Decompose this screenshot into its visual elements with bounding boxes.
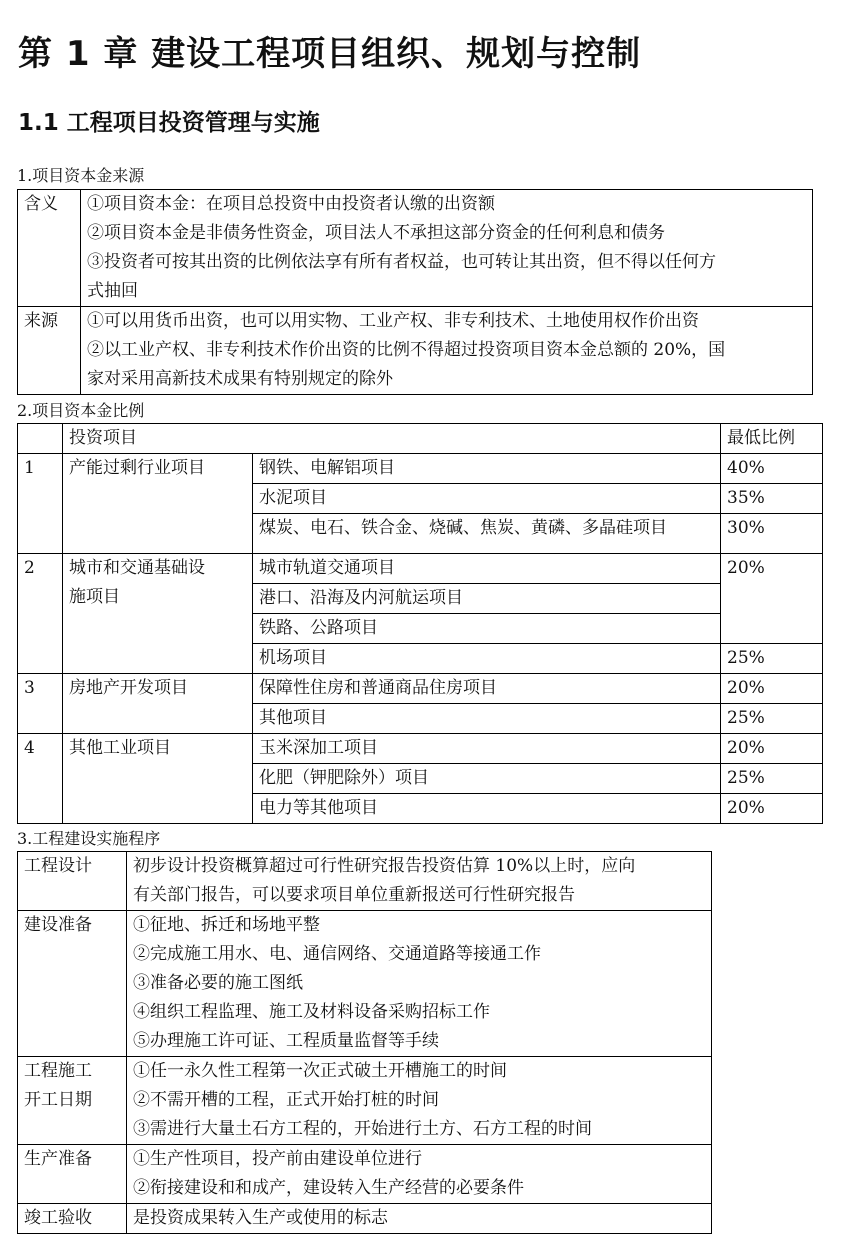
group-no: 1 xyxy=(18,454,63,554)
table-row xyxy=(18,1145,712,1204)
ratio-value: 25% xyxy=(721,644,823,674)
row-content xyxy=(127,1145,712,1204)
group-category: 房地产开发项目 xyxy=(63,674,253,734)
project-item: 保障性住房和普通商品住房项目 xyxy=(253,674,721,704)
ratio-value: 25% xyxy=(721,704,823,734)
ratio-value: 20% xyxy=(721,734,823,764)
content-line: ③需进行大量土石方工程的，开始进行土方、石方工程的时间 xyxy=(133,1119,592,1139)
content-line: ⑤办理施工许可证、工程质量监督等手续 xyxy=(133,1031,439,1051)
content-line: ②不需开槽的工程，正式开始打桩的时间 xyxy=(133,1090,439,1110)
header-project: 投资项目 xyxy=(63,424,721,454)
label-line: 竣工验收 xyxy=(24,1208,92,1228)
group-no: 2 xyxy=(18,554,63,674)
row-content xyxy=(127,1204,712,1234)
content-line: ①可以用货币出资，也可以用实物、工业产权、非专利技术、土地使用权作价出资 xyxy=(87,311,699,331)
project-item: 玉米深加工项目 xyxy=(253,734,721,764)
chapter-title: 第 1 章 建设工程项目组织、规划与控制 xyxy=(18,34,642,74)
capital-ratio-table xyxy=(17,423,823,824)
content-line: ①征地、拆迁和场地平整 xyxy=(133,915,320,935)
content-line: ②衔接建设和和成产，建设转入生产经营的必要条件 xyxy=(133,1178,524,1198)
project-item: 铁路、公路项目 xyxy=(253,614,721,644)
section-title: 1.1 工程项目投资管理与实施 xyxy=(18,110,320,136)
table-row xyxy=(18,1204,712,1234)
project-item: 机场项目 xyxy=(253,644,721,674)
content-line: ③投资者可按其出资的比例依法享有所有者权益，也可转让其出资，但不得以任何方 xyxy=(87,252,716,272)
row-content xyxy=(127,1057,712,1145)
content-line: 家对采用高新技术成果有特别规定的除外 xyxy=(87,369,393,389)
row-content xyxy=(81,190,813,307)
row-label xyxy=(18,852,127,911)
row-label xyxy=(18,1204,127,1234)
label-line: 开工日期 xyxy=(24,1090,92,1110)
project-item: 港口、沿海及内河航运项目 xyxy=(253,584,721,614)
table-row xyxy=(18,1057,712,1145)
project-item: 其他项目 xyxy=(253,704,721,734)
group-no: 3 xyxy=(18,674,63,734)
ratio-value: 35% xyxy=(721,484,823,514)
header-ratio: 最低比例 xyxy=(721,424,823,454)
group-no: 4 xyxy=(18,734,63,824)
content-line: ②项目资本金是非债务性资金，项目法人不承担这部分资金的任何利息和债务 xyxy=(87,223,665,243)
table-row xyxy=(18,734,823,764)
content-line: 式抽回 xyxy=(87,281,138,301)
part2-heading: 2.项目资本金比例 xyxy=(17,401,145,420)
row-label: 来源 xyxy=(18,307,81,395)
ratio-value: 20% xyxy=(721,794,823,824)
table-row xyxy=(18,454,823,484)
project-item: 化肥（钾肥除外）项目 xyxy=(253,764,721,794)
content-line: ①生产性项目，投产前由建设单位进行 xyxy=(133,1149,422,1169)
part1-heading: 1.项目资本金来源 xyxy=(17,166,145,185)
project-item: 钢铁、电解铝项目 xyxy=(253,454,721,484)
group-category xyxy=(63,554,253,674)
content-line: ③准备必要的施工图纸 xyxy=(133,973,303,993)
row-content xyxy=(127,911,712,1057)
table-row xyxy=(18,911,712,1057)
ratio-value: 20% xyxy=(721,554,823,644)
group-category: 其他工业项目 xyxy=(63,734,253,824)
project-item: 水泥项目 xyxy=(253,484,721,514)
content-line: ②以工业产权、非专利技术作价出资的比例不得超过投资项目资本金总额的 20%，国 xyxy=(87,340,726,360)
table-header-row xyxy=(18,424,823,454)
table-row xyxy=(18,554,823,584)
row-content xyxy=(81,307,813,395)
ratio-value: 40% xyxy=(721,454,823,484)
part3-heading: 3.工程建设实施程序 xyxy=(17,829,161,848)
row-label: 含义 xyxy=(18,190,81,307)
row-label xyxy=(18,1057,127,1145)
implementation-procedure-table xyxy=(17,851,712,1234)
row-label xyxy=(18,1145,127,1204)
group-category: 产能过剩行业项目 xyxy=(63,454,253,554)
label-line: 生产准备 xyxy=(24,1149,92,1169)
content-line: ①任一永久性工程第一次正式破土开槽施工的时间 xyxy=(133,1061,507,1081)
category-line: 施项目 xyxy=(69,587,120,607)
header-no xyxy=(18,424,63,454)
content-line: ④组织工程监理、施工及材料设备采购招标工作 xyxy=(133,1002,490,1022)
content-line: ②完成施工用水、电、通信网络、交通道路等接通工作 xyxy=(133,944,541,964)
content-line: ①项目资本金：在项目总投资中由投资者认缴的出资额 xyxy=(87,194,495,214)
label-line: 工程施工 xyxy=(24,1061,92,1081)
label-line: 建设准备 xyxy=(24,915,92,935)
table-row xyxy=(18,307,813,395)
ratio-value: 20% xyxy=(721,674,823,704)
label-line: 工程设计 xyxy=(24,856,92,876)
row-content xyxy=(127,852,712,911)
content-line: 是投资成果转入生产或使用的标志 xyxy=(133,1208,388,1228)
content-line: 初步设计投资概算超过可行性研究报告投资估算 10%以上时，应向 xyxy=(133,856,636,876)
project-item: 电力等其他项目 xyxy=(253,794,721,824)
project-item: 煤炭、电石、铁合金、烧碱、焦炭、黄磷、多晶硅项目 xyxy=(253,514,721,554)
table-row xyxy=(18,674,823,704)
table-row xyxy=(18,190,813,307)
project-item: 城市轨道交通项目 xyxy=(253,554,721,584)
category-line: 城市和交通基础设 xyxy=(69,558,205,578)
ratio-value: 30% xyxy=(721,514,823,554)
capital-source-table xyxy=(17,189,813,395)
row-label xyxy=(18,911,127,1057)
content-line: 有关部门报告，可以要求项目单位重新报送可行性研究报告 xyxy=(133,885,575,905)
table-row xyxy=(18,852,712,911)
ratio-value: 25% xyxy=(721,764,823,794)
